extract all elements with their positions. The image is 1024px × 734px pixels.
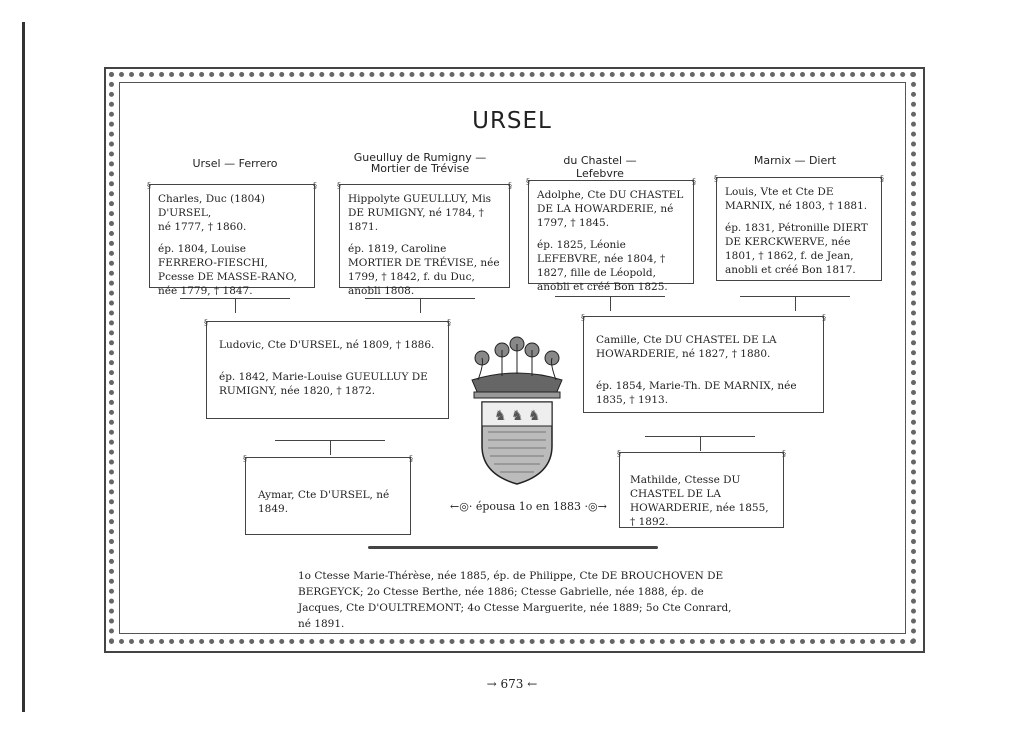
person-box-louis (716, 177, 882, 281)
person-box-adolphe (528, 180, 694, 293)
column-header-chastel-lefebvre: du Chastel — Lefebvre (563, 154, 637, 180)
adolphe-name: § Adolphe, Cte DU CHASTEL DE LA HOWARDERIE, né 1797, † 1845. (537, 189, 684, 229)
svg-text:♞: ♞ (511, 408, 524, 424)
hippolyte-marriage: ép. 1819, Caroline MORTIER DE TRÉVISE, née 1799, † 1842, f. du Duc, anobli 1808. (348, 243, 500, 297)
adolphe-marriage: ép. 1825, Léonie LEFEBVRE, née 1804, † 1827, fille de Léopold, anobli et créé Bon 1825. (537, 239, 668, 293)
children-list: 1o Ctesse Marie-Thérèse, née 1885, ép. de Philippe, Cte DE BROUCHOVEN DE BERGEYCK; 2o Ctesse Berthe, née 1886; Ctesse Gabrielle, née 1888, ép. de Jacques, Cte D'OULTREMONT; 4o Ctesse Marguerite, née 1889; 5o Cte Conrard, né 1891. (298, 570, 732, 630)
person-box-camille (583, 316, 824, 413)
svg-text:♞: ♞ (494, 408, 507, 424)
charles-marriage: ép. 1804, Louise FERRERO-FIESCHI, Pcesse DE MASSE-RANO, née 1779, † 1847. (158, 243, 297, 297)
marriage-text: épousa 1o en 1883 (475, 500, 581, 513)
charles-name: § Charles, Duc (1804) D'URSEL, (158, 193, 266, 219)
connector-charles (180, 298, 290, 309)
column-header-ursel-ferrero: Ursel — Ferrero (192, 157, 278, 170)
aymar-name: § Aymar, Cte D'URSEL, né 1849. (258, 489, 390, 515)
person-box-aymar (245, 457, 411, 535)
page-number: → 673 ← (486, 677, 538, 691)
person-box-ludovic (206, 321, 449, 419)
marriage-right-ornament: ·◎→ (584, 500, 607, 513)
ludovic-name: § Ludovic, Cte D'URSEL, né 1809, † 1886. (219, 339, 435, 351)
connector-louis (740, 296, 850, 307)
coat-of-arms-icon (464, 336, 570, 486)
mathilde-name: § Mathilde, Ctesse DU CHASTEL DE LA HOWARDERIE, née 1855, † 1892. (630, 474, 769, 528)
column-header-marnix-diert: Marnix — Diert (753, 154, 837, 167)
svg-text:♞: ♞ (528, 408, 541, 424)
page-title: URSEL (472, 108, 552, 134)
camille-marriage: ép. 1854, Marie-Th. DE MARNIX, née 1835, † 1913. (596, 380, 797, 406)
person-box-charles (149, 184, 315, 297)
louis-marriage: ép. 1831, Pétronille DIERT DE KERCKWERVE, née 1801, † 1862, f. de Jean, anobli et créé Bon 1817. (725, 222, 868, 276)
marriage-left-ornament: ←◎· (450, 500, 473, 513)
hippolyte-name: § Hippolyte GUEULLUY, Mis DE RUMIGNY, né 1784, † 1871. (348, 193, 492, 233)
ludovic-marriage: ép. 1842, Marie-Louise GUEULLUY DE RUMIGNY, née 1820, † 1872. (219, 371, 428, 397)
connector-camille (645, 436, 755, 447)
connector-ludovic (275, 440, 385, 451)
louis-name: § Louis, Vte et Cte DE MARNIX, né 1803, † 1881. (725, 186, 868, 212)
person-box-hippolyte (339, 184, 510, 297)
column-header-gueulluy-mortier: Gueulluy de Rumigny — Mortier de Trévise (353, 151, 487, 175)
coat-of-arms (464, 336, 570, 486)
marriage-note (450, 500, 607, 513)
camille-name: § Camille, Cte DU CHASTEL DE LA HOWARDERIE, né 1827, † 1880. (596, 334, 777, 360)
children-divider (368, 546, 658, 549)
connector-adolphe (555, 296, 665, 307)
charles-dates: né 1777, † 1860. (158, 221, 247, 233)
person-box-mathilde (619, 452, 784, 528)
connector-hippolyte (365, 298, 475, 309)
